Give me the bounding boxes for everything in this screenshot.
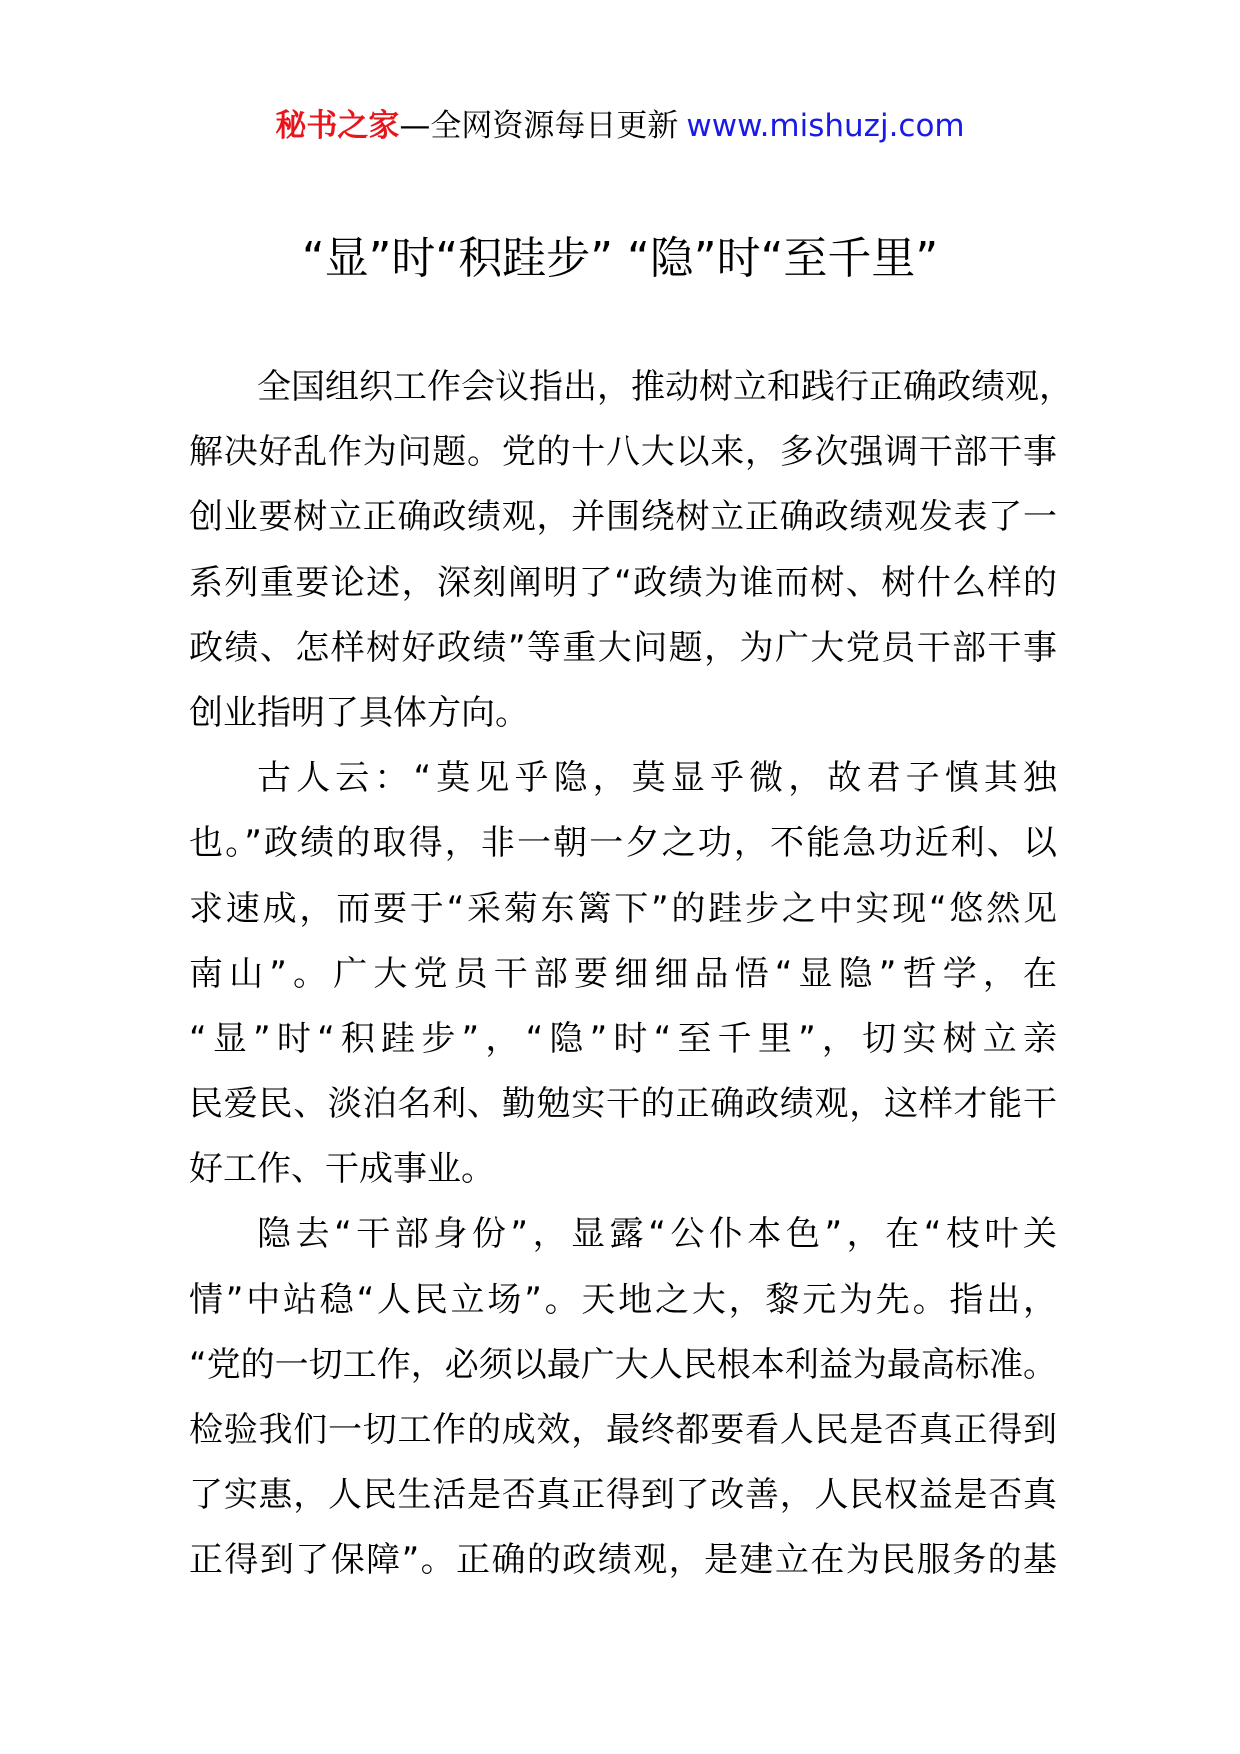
body-line: 系列重要论述，深刻阐明了“政绩为谁而树、树什么样的 [189,562,1057,603]
brand-name: 秘书之家 [275,108,400,144]
header-tagline: —全网资源每日更新 [399,108,679,144]
paragraph-1 [189,355,1073,746]
paragraph-2 [189,746,1069,1202]
site-header [0,100,1240,152]
document-title: “显”时“积跬步” “隐”时“至千里” [301,233,939,284]
body-line: 检验我们一切工作的成效，最终都要看人民是否真正得到 [189,1410,1057,1450]
body-line: 解决好乱作为问题。党的十八大以来，多次强调干部干事 [189,432,1057,473]
body-line: 创业指明了具体方向。 [189,692,529,733]
body-line: 全国组织工作会议指出，推动树立和践行正确政绩观， [257,367,1073,407]
body-line: 好工作、干成事业。 [189,1149,495,1190]
body-line: “显”时“积跬步”，“隐”时“至千里”，切实树立亲 [189,1018,1057,1059]
body-line: 求速成，而要于“采菊东篱下”的跬步之中实现“悠然见 [189,888,1057,929]
body-line: 古人云：“莫见乎隐，莫显乎微，故君子慎其独 [257,758,1057,799]
body-line: 政绩、怎样树好政绩”等重大问题，为广大党员干部干事 [189,627,1057,668]
document-body [189,355,1073,1594]
body-line: 民爱民、淡泊名利、勤勉实干的正确政绩观，这样才能干 [189,1084,1057,1125]
body-line: 南山”。广大党员干部要细细品悟“显隐”哲学，在 [189,953,1057,994]
body-line: 了实惠，人民生活是否真正得到了改善，人民权益是否真 [189,1475,1057,1516]
body-line: 情”中站稳“人民立场”。天地之大，黎元为先。指出， [189,1279,1057,1320]
paragraph-3 [189,1202,1069,1593]
body-line: “党的一切工作，必须以最广大人民根本利益为最高标准。 [189,1344,1057,1385]
body-line: 隐去“干部身份”，显露“公仆本色”，在“枝叶关 [257,1214,1057,1255]
body-line: 也。”政绩的取得，非一朝一夕之功，不能急功近利、以 [189,823,1057,864]
site-url-link[interactable]: www.mishuzj.com [686,108,965,144]
body-line: 创业要树立正确政绩观，并围绕树立正确政绩观发表了一 [189,497,1057,538]
body-line: 正得到了保障”。正确的政绩观，是建立在为民服务的基 [189,1540,1057,1581]
